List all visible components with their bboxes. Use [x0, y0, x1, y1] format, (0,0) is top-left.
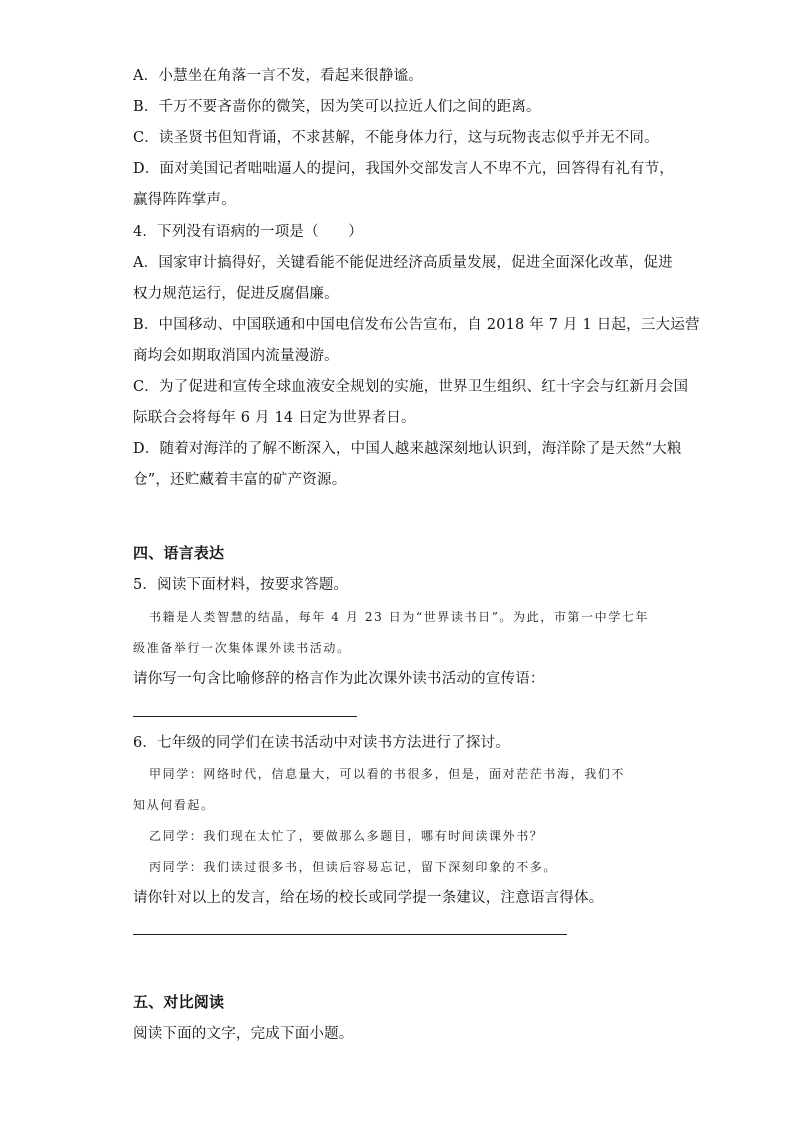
- q4-option-c-line1: C．为了促进和宣传全球血液安全规划的实施，世界卫生组织、红十字会与红新月会国: [133, 379, 689, 395]
- q3-option-d-line1: D．面对美国记者咄咄逼人的提问，我国外交部发言人不卑不亢，回答得有礼有节，: [133, 161, 675, 177]
- q6-student-jia-line2: 知从何看起。: [133, 798, 215, 812]
- q3-option-c: C．读圣贤书但知背诵，不求甚解，不能身体力行，这与玩物丧志似乎并无不同。: [133, 130, 659, 146]
- section-five-instruction: 阅读下面的文字，完成下面小题。: [133, 1026, 354, 1042]
- q4-option-d-line2: 仓”，还贮藏着丰富的矿产资源。: [133, 472, 347, 488]
- q4-option-b-line2: 商均会如期取消国内流量漫游。: [133, 348, 339, 364]
- q5-stem: 5．阅读下面材料，按要求答题。: [133, 577, 349, 593]
- q6-prompt: 请你针对以上的发言，给在场的校长或同学提一条建议，注意语言得体。: [133, 890, 604, 906]
- q5-material-line1: 书籍是人类智慧的结晶，每年 4 月 23 日为“世界读书日”。为此，市第一中学七年: [149, 610, 650, 624]
- q4-option-a-line1: A．国家审计搞得好，关键看能不能促进经济高质量发展，促进全面深化改革，促进: [133, 255, 673, 271]
- q6-student-bing: 丙同学：我们读过很多书，但读后容易忘记，留下深刻印象的不多。: [149, 860, 558, 874]
- q4-option-c-line2: 际联合会将每年 6 月 14 日定为世界者日。: [133, 410, 416, 426]
- section-four-heading: 四、语言表达: [133, 544, 225, 562]
- q6-student-yi: 乙同学：我们现在太忙了，要做那么多题目，哪有时间读课外书？: [149, 829, 544, 843]
- q5-prompt: 请你写一句含比喻修辞的格言作为此次课外读书活动的宣传语：: [133, 671, 545, 687]
- q3-option-d-line2: 赢得阵阵掌声。: [133, 192, 236, 208]
- q3-option-a: A．小慧坐在角落一言不发，看起来很静谧。: [133, 68, 423, 84]
- q3-option-b: B．千万不要吝啬你的微笑，因为笑可以拉近人们之间的距离。: [133, 99, 541, 115]
- q5-material-line2: 级准备举行一次集体课外读书活动。: [133, 641, 351, 655]
- q6-stem: 6．七年级的同学们在读书活动中对读书方法进行了探讨。: [133, 735, 510, 751]
- q4-option-d-line1: D．随着对海洋的了解不断深入，中国人越来越深刻地认识到，海洋除了是天然“大粮: [133, 441, 682, 457]
- q6-student-jia-line1: 甲同学：网络时代，信息量大，可以看的书很多，但是，面对茫茫书海，我们不: [149, 767, 626, 781]
- q4-option-b-line1: B．中国移动、中国联通和中国电信发布公告宣布，自 2018 年 7 月 1 日起，三大运营: [133, 317, 700, 333]
- q4-stem: 4．下列没有语病的一项是（ ）: [133, 224, 363, 240]
- q5-answer-line[interactable]: [133, 716, 357, 717]
- q4-option-a-line2: 权力规范运行，促进反腐倡廉。: [133, 286, 339, 302]
- section-five-heading: 五、对比阅读: [133, 993, 225, 1011]
- q6-answer-line[interactable]: [133, 934, 567, 935]
